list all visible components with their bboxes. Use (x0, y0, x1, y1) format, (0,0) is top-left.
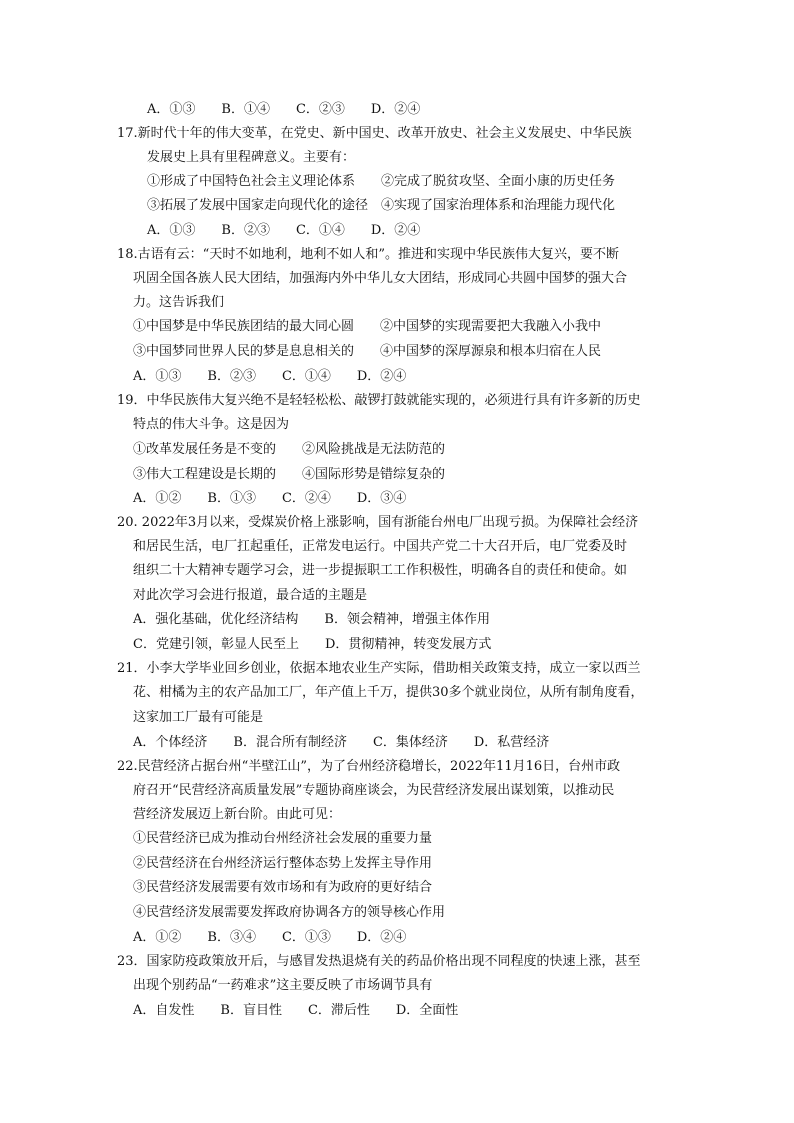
q20-stem-line-3: 组织二十大精神专题学习会，进一步提振职工工作积极性，明确各自的责任和使命。如 (133, 563, 628, 578)
q20-stem-line-4: 对此次学习会进行报道，最合适的主题是 (133, 588, 368, 603)
q17-stem-line-1: 17.新时代十年的伟大变革，在党史、新中国史、改革开放史、社会主义发展史、中华民族 (117, 126, 632, 141)
q21-stem-line-3: 这家加工厂最有可能是 (133, 710, 264, 725)
q18-statements-1-2: ①中国梦是中华民族团结的最大同心圆 ②中国梦的实现需要把大我融入小我中 (133, 319, 602, 334)
q22-stem-line-1: 22.民营经济占据台州“半壁江山”，为了台州经济稳增长，2022年11月16日，台州市政 (117, 759, 621, 774)
q19-statements-3-4: ③伟大工程建设是长期的 ④国际形势是错综复杂的 (133, 467, 446, 482)
q22-stem-line-3: 营经济发展迈上新台阶。由此可见： (133, 807, 342, 822)
q23-options: A．自发性 B．盲目性 C．滞后性 D．全面性 (133, 1003, 459, 1018)
q21-options: A．个体经济 B．混合所有制经济 C．集体经济 D．私营经济 (133, 735, 550, 750)
q17-statements-1-2: ①形成了中国特色社会主义理论体系 ②完成了脱贫攻坚、全面小康的历史任务 (147, 174, 616, 189)
q17-statements-3-4: ③拓展了发展中国家走向现代化的途径 ④实现了国家治理体系和治理能力现代化 (147, 198, 616, 213)
q18-stem-line-3: 力。这告诉我们 (133, 295, 225, 310)
q18-stem-line-2: 巩固全国各族人民大团结，加强海内外中华儿女大团结，形成同心共圆中国梦的强大合 (133, 271, 628, 286)
q20-options-a-b: A．强化基础，优化经济结构 B．领会精神，增强主体作用 (133, 612, 490, 627)
q22-statement-3: ③民营经济发展需要有效市场和有为政府的更好结合 (133, 880, 433, 895)
q19-stem-line-2: 特点的伟大斗争。这是因为 (133, 417, 290, 432)
q23-stem-line-1: 23．国家防疫政策放开后，与感冒发热退烧有关的药品价格出现不同程度的快速上涨，甚至 (117, 954, 641, 969)
q19-statements-1-2: ①改革发展任务是不变的 ②风险挑战是无法防范的 (133, 442, 446, 457)
q20-stem-line-1: 20. 2022年3月以来，受煤炭价格上涨影响，国有浙能台州电厂出现亏损。为保障社会经济 (117, 515, 639, 530)
q18-statements-3-4: ③中国梦同世界人民的梦是息息相关的 ④中国梦的深厚源泉和根本归宿在人民 (133, 344, 602, 359)
q18-options: A．①③ B．②③ C．①④ D．②④ (133, 369, 407, 384)
q22-options: A．①② B．③④ C．①③ D．②④ (133, 930, 407, 945)
q18-stem-line-1: 18.古语有云：“天时不如地利，地利不如人和”。推进和实现中华民族伟大复兴，要不断 (117, 247, 619, 262)
q17-options: A．①③ B．②③ C．①④ D．②④ (147, 223, 421, 238)
q19-stem-line-1: 19．中华民族伟大复兴绝不是轻轻松松、敲锣打鼓就能实现的，必须进行具有许多新的历史 (117, 393, 641, 408)
q23-stem-line-2: 出现个别药品“一药难求”这主要反映了市场调节具有 (133, 978, 433, 993)
q22-statement-2: ②民营经济在台州经济运行整体态势上发挥主导作用 (133, 856, 433, 871)
q19-options: A．①② B．①③ C．②④ D．③④ (133, 491, 407, 506)
q20-options-c-d: C．党建引领，彰显人民至上 D．贯彻精神，转变发展方式 (133, 637, 492, 652)
q20-stem-line-2: 和居民生活，电厂扛起重任，正常发电运行。中国共产党二十大召开后，电厂党委及时 (133, 539, 628, 554)
q17-stem-line-2: 发展史上具有里程碑意义。主要有： (147, 150, 356, 165)
q22-statement-1: ①民营经济已成为推动台州经济社会发展的重要力量 (133, 831, 433, 846)
q21-stem-line-1: 21．小李大学毕业回乡创业，依据本地农业生产实际，借助相关政策支持，成立一家以西兰 (117, 661, 641, 676)
q16-options: A．①③ B．①④ C．②③ D．②④ (147, 102, 421, 117)
q22-stem-line-2: 府召开“民营经济高质量发展”专题协商座谈会，为民营经济发展出谋划策，以推动民 (133, 783, 615, 798)
q22-statement-4: ④民营经济发展需要发挥政府协调各方的领导核心作用 (133, 905, 446, 920)
q21-stem-line-2: 花、柑橘为主的农产品加工厂，年产值上千万，提供30多个就业岗位，从所有制角度看， (133, 685, 644, 700)
